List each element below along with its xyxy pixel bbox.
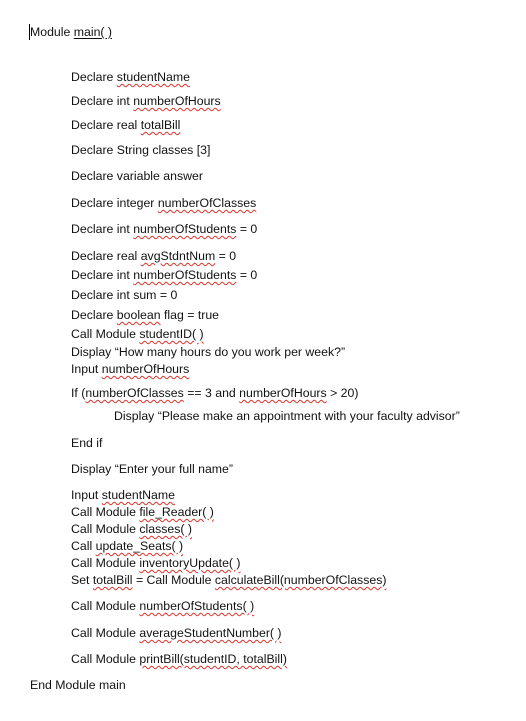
spellcheck-flagged-word: totalBill: [92, 573, 133, 587]
spellcheck-flagged-word: printBill(studentID, totalBill): [139, 652, 287, 666]
code-line: [71, 249, 236, 264]
code-line: [71, 70, 190, 85]
code-text: = 0: [215, 249, 237, 263]
code-text: Set: [71, 573, 93, 587]
code-line: [71, 436, 102, 451]
code-line: [71, 143, 210, 158]
underlined-text: main( ): [73, 25, 113, 39]
code-line: [71, 386, 358, 401]
code-text: Declare int: [71, 94, 134, 108]
code-text: = 0: [236, 268, 258, 282]
spellcheck-flagged-word: totalBill: [140, 118, 181, 132]
spellcheck-flagged-word: numberOfClasses: [157, 196, 257, 210]
code-line: [71, 94, 221, 109]
code-text: Declare int: [71, 222, 134, 236]
spellcheck-flagged-word: numberOfStudents( ): [139, 599, 255, 613]
code-text: Declare real: [71, 249, 141, 263]
code-text: Call Module: [71, 626, 140, 640]
code-text: Display “Please make an appointment with your faculty advisor”: [114, 409, 460, 423]
code-line: [71, 539, 183, 554]
code-line: [71, 522, 192, 537]
spellcheck-flagged-word: file_Reader( ): [139, 505, 214, 519]
spellcheck-flagged-word: numberOfHours: [133, 94, 221, 108]
code-line: [114, 409, 460, 424]
spellcheck-flagged-word: classes( ): [139, 522, 192, 536]
spellcheck-flagged-word: inventoryUpdate( ): [139, 556, 241, 570]
code-line: [71, 362, 189, 377]
spellcheck-flagged-word: numberOfHours: [239, 386, 327, 400]
code-text: > 20): [326, 386, 359, 400]
code-text: Declare int: [71, 268, 134, 282]
code-text: Declare: [71, 308, 117, 322]
code-text: Call Module: [71, 522, 140, 536]
code-text: Module: [30, 25, 74, 39]
code-text: Declare real: [71, 118, 141, 132]
code-line: [71, 599, 254, 614]
code-line: [71, 308, 219, 323]
code-text: If (: [71, 386, 86, 400]
code-text: Declare String classes [3]: [71, 143, 211, 157]
code-text: End Module main: [30, 678, 126, 692]
code-line: [71, 118, 180, 133]
code-text: = 0: [236, 222, 258, 236]
code-line: [71, 556, 241, 571]
code-line: [71, 652, 287, 667]
code-line: [30, 25, 112, 40]
spellcheck-flagged-word: numberOfStudents: [133, 222, 237, 236]
code-text: Display “How many hours do you work per week?”: [71, 345, 346, 359]
code-line: [71, 327, 204, 342]
code-text: Call Module: [71, 652, 140, 666]
code-line: [71, 573, 386, 588]
spellcheck-flagged-word: numberOfClasses: [85, 386, 184, 400]
spellcheck-flagged-word: studentID( ): [139, 327, 204, 341]
code-text: flag = true: [160, 308, 220, 322]
code-line: [71, 626, 282, 641]
spellcheck-flagged-word: studentName: [116, 70, 190, 84]
code-line: [71, 505, 214, 520]
code-line: [30, 678, 126, 693]
spellcheck-flagged-word: calculateBill(numberOfClasses): [214, 573, 387, 587]
code-text: Call Module: [71, 327, 140, 341]
code-text: Declare: [71, 70, 117, 84]
spellcheck-flagged-word: numberOfHours: [101, 362, 190, 376]
code-line: [71, 288, 177, 303]
code-text: Display “Enter your full name”: [71, 462, 233, 476]
code-text: Call Module: [71, 599, 140, 613]
code-text: Input: [71, 362, 102, 376]
spellcheck-flagged-word: avgStdntNum: [140, 249, 216, 263]
code-line: [71, 169, 203, 184]
code-text: Call Module: [71, 505, 140, 519]
code-text: End if: [71, 436, 103, 450]
code-line: [71, 345, 345, 360]
code-text: Declare integer: [71, 196, 158, 210]
code-text: == 3 and: [183, 386, 240, 400]
code-line: [71, 196, 256, 211]
code-text: Declare variable answer: [71, 169, 203, 183]
code-line: [71, 268, 257, 283]
code-text: Call: [71, 539, 96, 553]
code-text: Input: [71, 488, 102, 502]
code-line: [71, 222, 257, 237]
spellcheck-flagged-word: update_Seats( ): [95, 539, 184, 553]
code-text: = Call Module: [132, 573, 215, 587]
spellcheck-flagged-word: numberOfStudents: [133, 268, 237, 282]
spellcheck-flagged-word: boolean: [116, 308, 161, 322]
code-line: [71, 462, 233, 477]
spellcheck-flagged-word: studentName: [101, 488, 175, 502]
code-line: [71, 488, 175, 503]
spellcheck-flagged-word: averageStudentNumber( ): [139, 626, 282, 640]
code-text: Declare int sum = 0: [71, 288, 178, 302]
code-text: Call Module: [71, 556, 140, 570]
